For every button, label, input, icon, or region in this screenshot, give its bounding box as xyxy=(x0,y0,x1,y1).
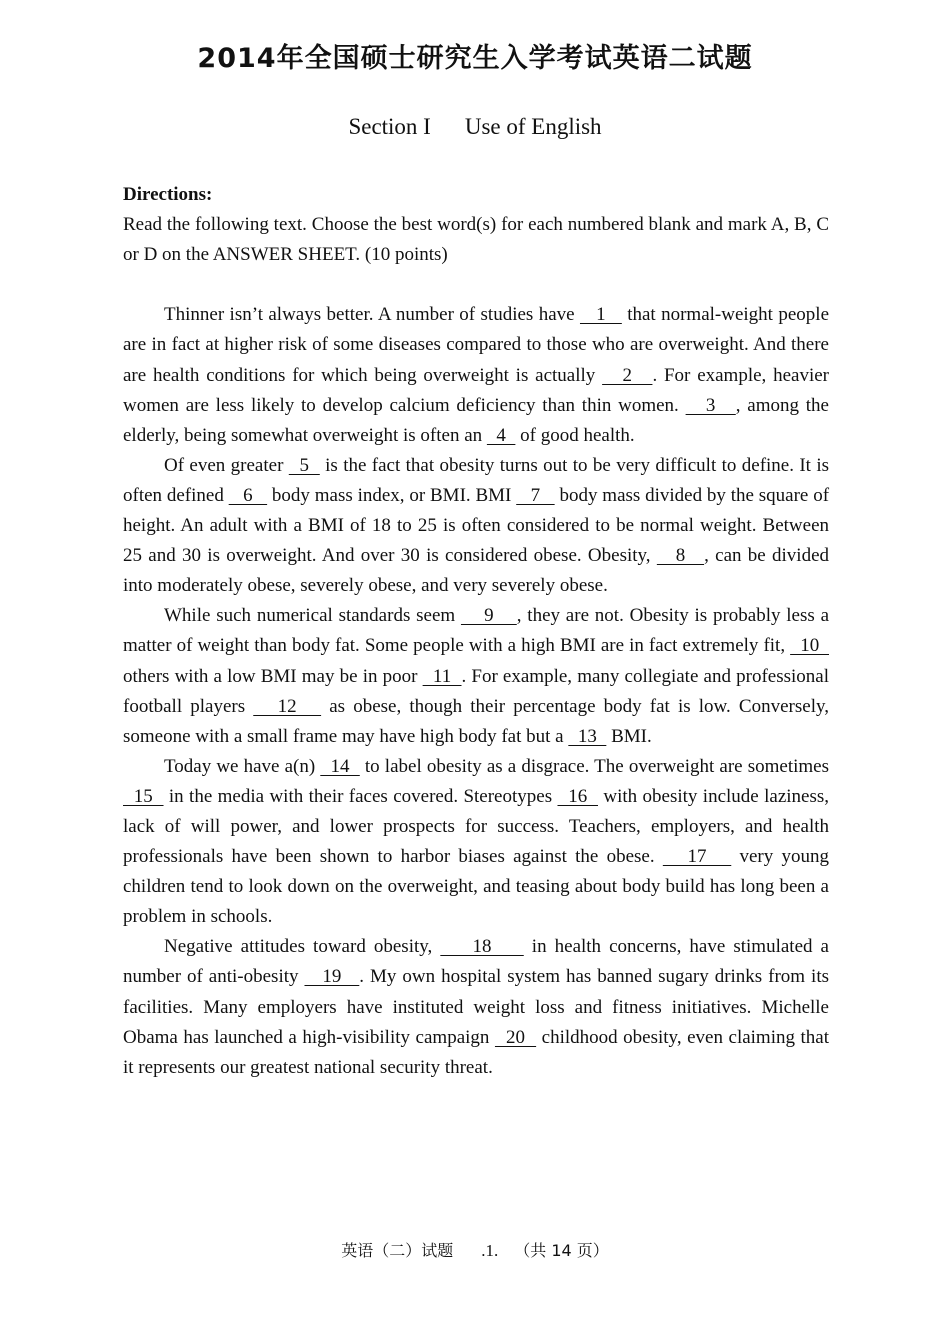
answer-blank: 12 xyxy=(253,695,322,717)
passage-text: body mass index, or BMI. BMI xyxy=(267,484,517,506)
exam-title: 2014年全国硕士研究生入学考试英语二试题 xyxy=(197,43,753,74)
answer-blank: 8 xyxy=(656,545,705,567)
passage-text: . For example, many collegiate and professional football players xyxy=(123,665,829,717)
answer-blank: 11 xyxy=(422,665,462,687)
passage-text: with obesity include laziness, lack of will power, and lower prospects for success. Teachers, employers, and health professionals have been shown to harbor biases against the obese. xyxy=(123,785,829,868)
passage-text: very young children tend to look down on the overweight, and teasing about body build has long been a problem in schools. xyxy=(123,846,830,928)
cloze-passage xyxy=(123,300,829,1082)
passage-text: . For example, heavier women are less likely to develop calcium deficiency than thin women. xyxy=(123,364,830,416)
passage-text: . My own hospital system has banned sugary drinks from its facilities. Many employers have instituted weight loss and fitness initiatives. Michelle Obama has launched a high-visibility campaign xyxy=(123,966,830,1048)
section-label: Section I xyxy=(348,114,431,139)
footer-subject: 英语（二）试题 xyxy=(341,1241,454,1260)
answer-blank: 10 xyxy=(790,635,829,657)
passage-text: , among the elderly, being somewhat overweight is often an xyxy=(123,394,829,446)
exam-content xyxy=(123,180,829,1083)
passage-text: Thinner isn’t always better. A number of studies have xyxy=(164,304,580,326)
answer-blank: 1 xyxy=(579,304,622,326)
answer-blank: 7 xyxy=(516,484,555,506)
passage-text: childhood obesity, even claiming that it represents our greatest national security threat. xyxy=(123,1026,830,1078)
section-name: Use of English xyxy=(464,114,602,139)
passage-paragraph xyxy=(123,601,829,751)
passage-text: that normal-weight people are in fact at higher risk of some diseases compared to those who are overweight. And there are health conditions for which being overweight is actually xyxy=(123,304,829,386)
passage-paragraph xyxy=(123,451,829,601)
passage-text: , can be divided into moderately obese, severely obese, and very severely obese. xyxy=(123,545,830,597)
passage-text: Today we have a(n) xyxy=(164,755,321,777)
passage-text: While such numerical standards seem xyxy=(164,605,461,627)
answer-blank: 4 xyxy=(486,424,516,446)
answer-blank: 3 xyxy=(685,394,736,416)
passage-paragraph xyxy=(123,932,829,1082)
answer-blank: 2 xyxy=(602,364,653,386)
passage-text: in health concerns, have stimulated a number of anti-obesity xyxy=(123,936,829,988)
page-footer xyxy=(0,1238,950,1261)
directions-text: Read the following text. Choose the best word(s) for each numbered blank and mark A, B, C or D on the ANSWER SHEET. (10 points) xyxy=(123,214,829,266)
answer-blank: 6 xyxy=(228,484,268,506)
answer-blank: 20 xyxy=(494,1026,537,1048)
passage-text: in the media with their faces covered. Stereotypes xyxy=(163,785,558,807)
footer-page-total: （共 14 页） xyxy=(514,1241,609,1260)
passage-text: is the fact that obesity turns out to be very difficult to define. It is often defined xyxy=(123,454,830,506)
answer-blank: 18 xyxy=(440,936,524,958)
passage-text: others with a low BMI may be in poor xyxy=(123,665,423,687)
answer-blank: 9 xyxy=(460,605,517,627)
answer-blank: 15 xyxy=(123,785,164,807)
footer-page-number: .1. xyxy=(481,1241,499,1260)
answer-blank: 5 xyxy=(288,454,320,476)
answer-blank: 16 xyxy=(557,785,598,807)
passage-text: BMI. xyxy=(606,725,652,747)
passage-paragraph xyxy=(123,752,829,933)
passage-text: to label obesity as a disgrace. The overweight are sometimes xyxy=(359,755,829,777)
directions-label: Directions: xyxy=(123,184,213,205)
passage-text: Of even greater xyxy=(164,454,289,476)
answer-blank: 14 xyxy=(320,755,360,777)
passage-text: Negative attitudes toward obesity, xyxy=(164,936,441,958)
passage-text: body mass divided by the square of height. An adult with a BMI of 18 to 25 is often considered to be normal weight. Between 25 and 30 is overweight. And over 30 is considered obese. Obesity, xyxy=(123,484,830,567)
passage-text: , they are not. Obesity is probably less a matter of weight than body fat. Some people with a high BMI are in fact extremely fit, xyxy=(123,605,830,657)
passage-text: as obese, though their percentage body fat is low. Conversely, someone with a small frame may have high body fat but a xyxy=(123,695,829,747)
answer-blank: 13 xyxy=(568,725,607,747)
answer-blank: 19 xyxy=(304,966,360,988)
spacer xyxy=(123,270,829,300)
passage-text: of good health. xyxy=(515,424,635,446)
passage-paragraph xyxy=(123,300,829,450)
section-heading xyxy=(0,114,950,140)
answer-blank: 17 xyxy=(662,846,732,868)
